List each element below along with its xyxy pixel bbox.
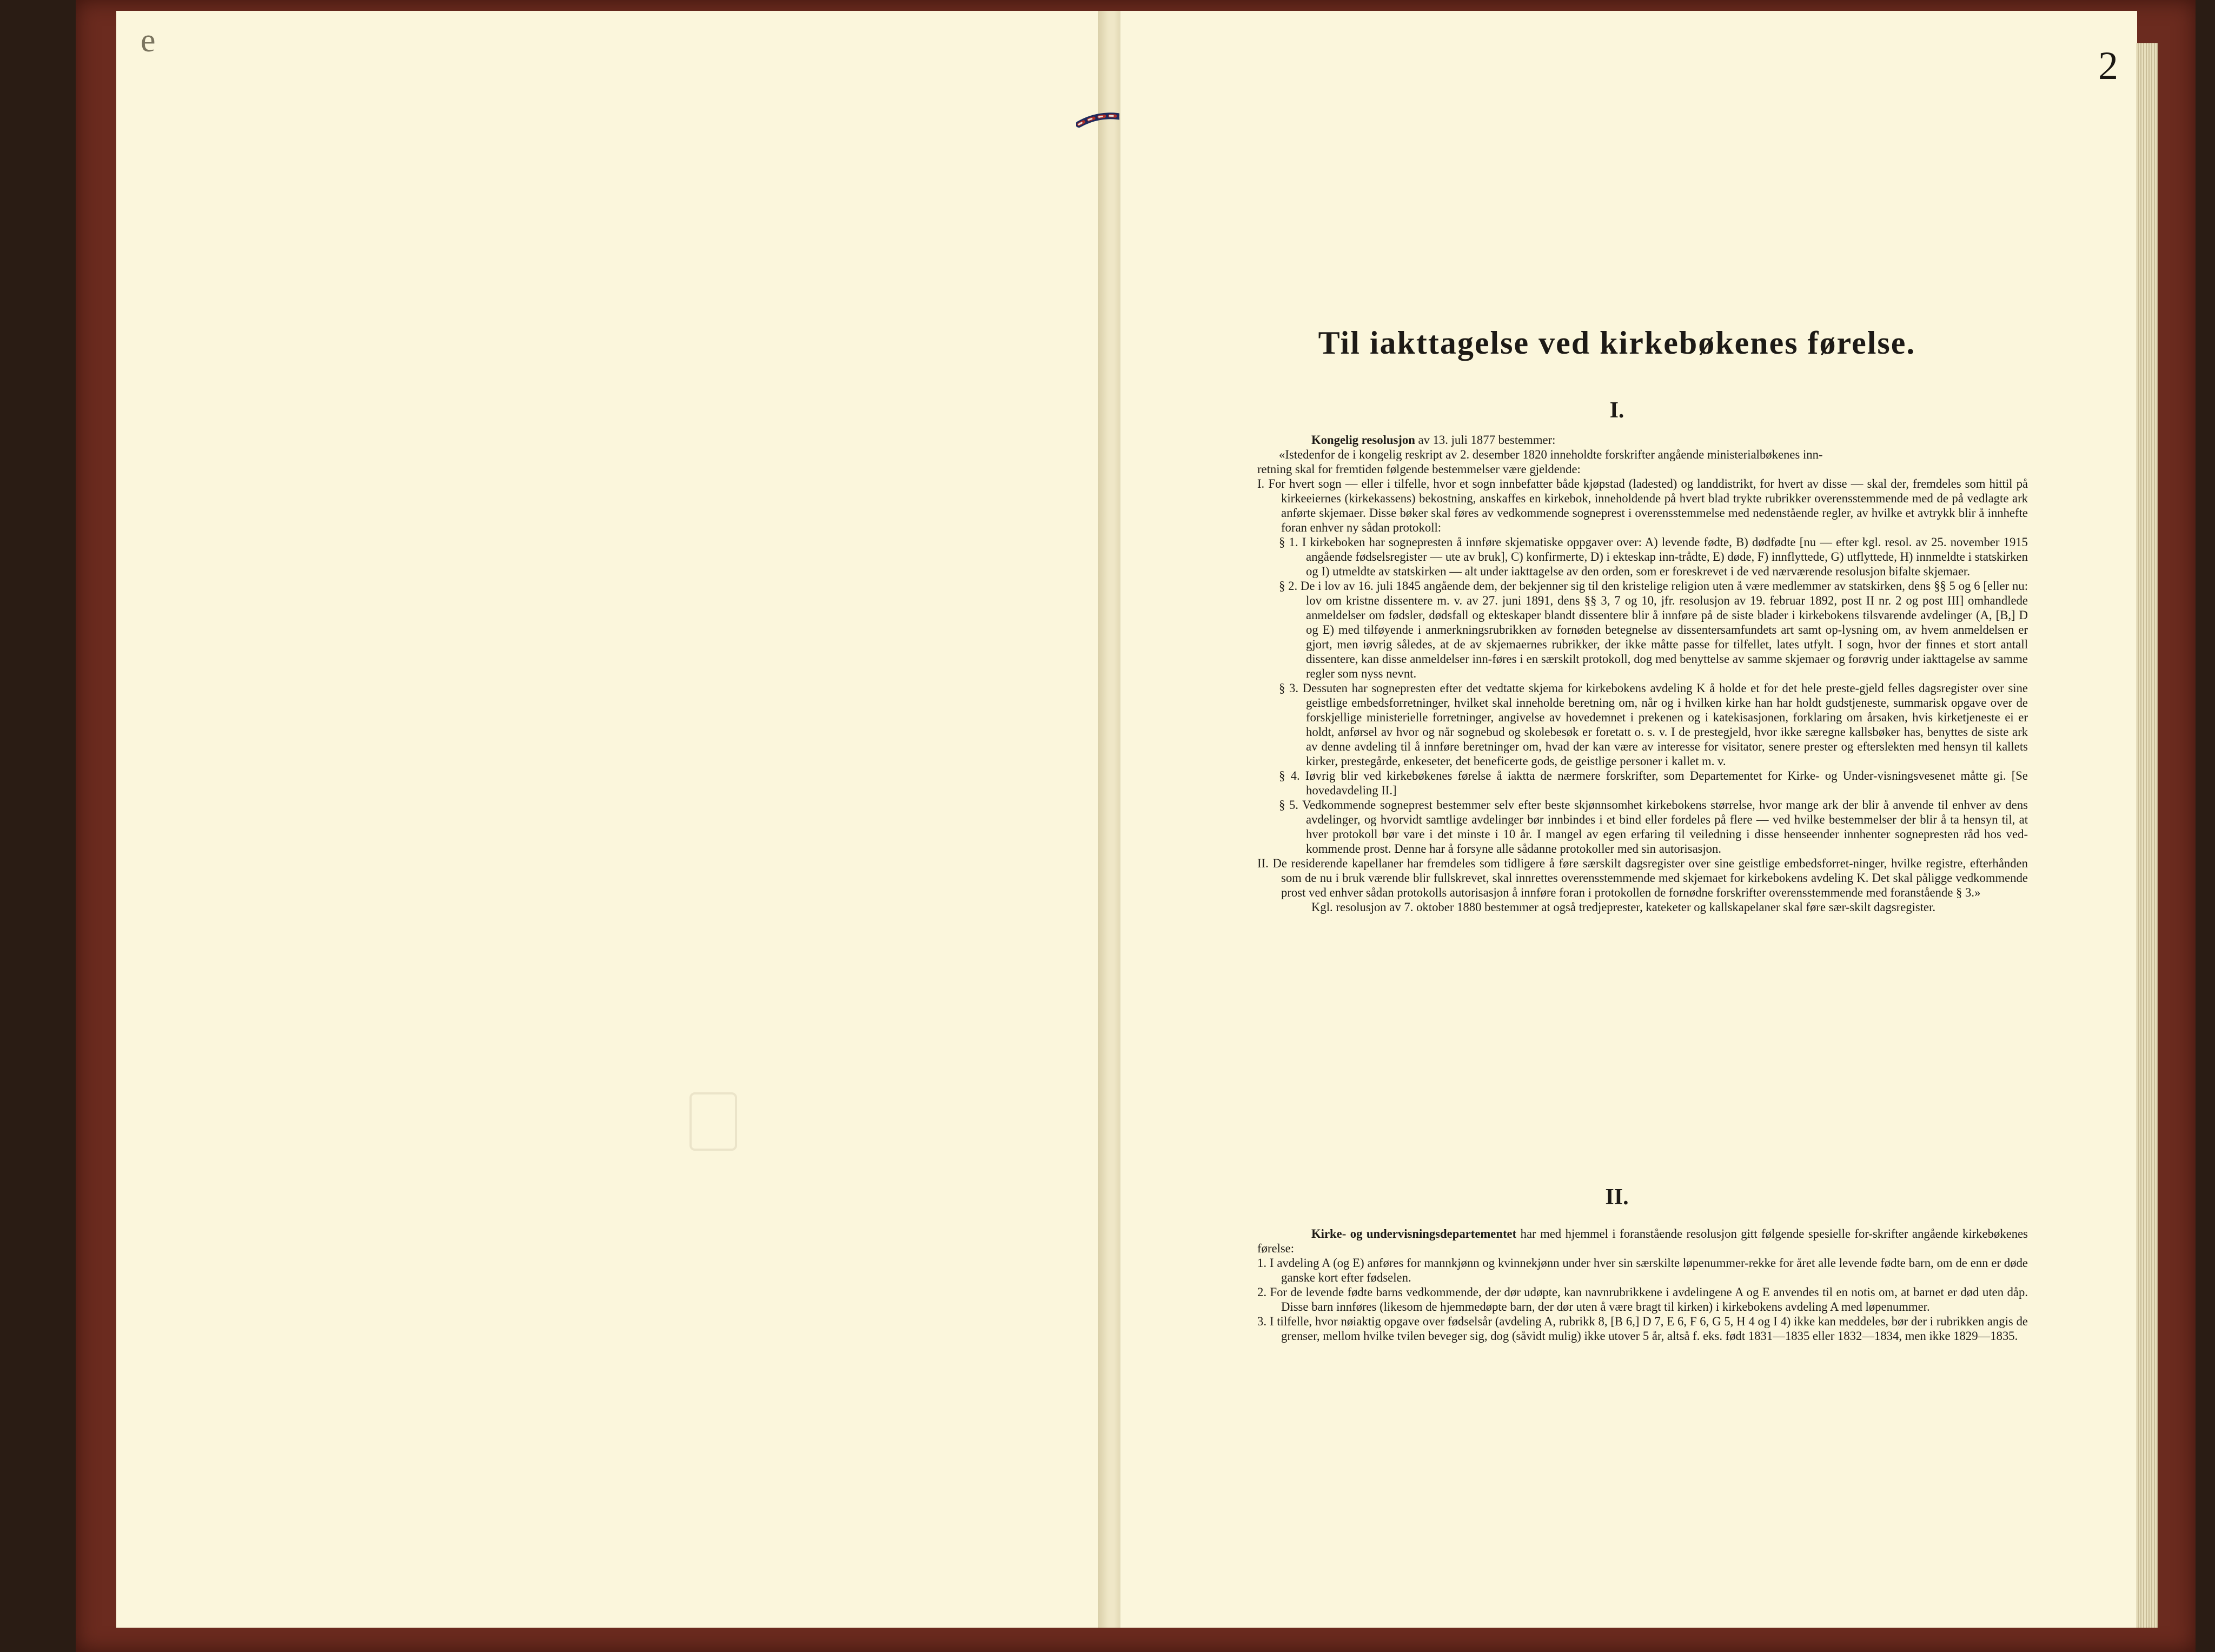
bleed-through-line — [343, 573, 352, 612]
section-heading-1: I. — [1609, 398, 1624, 423]
intro-rest: har med hjemmel i foranstående resolusjon gitt følgende spesielle for-skrifter angående kirkebøkenes førelse: — [1257, 1227, 2028, 1255]
item-II: II. De residerende kapellaner har fremdeles som tidligere å føre særskilt dagsregister over sine geistlige embedsforret-ninger, hvilke registre, efterhånden som de nu i bruk værende blir fullskrevet, skal innrettes overensstemmende med skjemaet for kirkebokens avdeling K. Det skal påligge vedkommende prost ved enhver sådan protokolls autorisasjon å innføre foran i protokollen de fornødne forskrifter overensstemmende med foranstående § 3.» — [1257, 857, 2028, 899]
document-title: Til iakttagelse ved kirkebøkenes førelse. — [1318, 325, 1916, 361]
section-2-body — [1257, 1226, 2028, 1343]
paragraph-2: § 2. De i lov av 16. juli 1845 angående dem, der bekjenner sig til den kristelige religion uten å være medlemmer av statskirken, dens §§ 5 og 6 [eller nu: lov om kristne dissentere m. v. av 27. juni 1891, dens §§ 3, 7 og 10, jfr. resolusjon av 19. februar 1892, post II nr. 2 og post III] omhandlede anmeldelser om fødsler, dødsfall og ekteskaper blandt dissentere blir å innføre på de siste blader i kirkebokens tilsvarende avdelinger (A, [B,] D og E) med tilføyende i anmerkningsrubrikken av fornøden betegnelse av dissentersamfundets art samt op-lysning om, av hvem anmeldelsen er gjort, men iøvrig således, at de av skjemaernes rubrikker, der ikke måtte passe for tilfellet, lates utfylt. I sogn, hvor der finnes et stort antall dissentere, kan disse anmeldelser inn-føres i en særskilt protokoll, dog med benyttelse av samme skjemaer og forøvrig under iakttagelse av samme regler som nyss nevnt. — [1279, 579, 2028, 680]
corner-mark: e — [141, 22, 156, 59]
paragraph-1: § 1. I kirkeboken har sognepresten å innføre skjematiske oppgaver over: A) levende fødte, B) dødfødte [nu — efter kgl. resol. av 25. november 1915 angående fødselsregister — ute av bruk], C) konfirmerte, D) i ekteskap inn-trådte, E) døde, F) innflyttede, G) utflyttede, H) innmeldte i statskirken og I) utmeldte av statskirken — alt under iakttagelse av den orden, som er foreskrevet i de ved nærværende resolusjon bifalte skjemaer. — [1279, 535, 2028, 578]
bleed-through-title — [560, 357, 586, 432]
intro-rest: av 13. juli 1877 bestemmer: — [1418, 433, 1556, 447]
left-page — [116, 11, 1104, 1628]
paragraph-3: § 3. Dessuten har sognepresten efter det vedtatte skjema for kirkebokens avdeling K å holde et for det hele preste-gjeld felles dagsregister over sine geistlige embedsforretninger, hvilket skal inneholde beretning om, når og i hvilken kirke han har holdt gudstjeneste, summarisk opgave over de forskjellige ministerielle forretninger, angivelse av hovedemnet i prekenen og i katekisasjonen, forklaring om årsaken, hvis kirketjeneste ei er holdt, anførsel av hvor og når sognebud og skolebesøk er foretatt o. s. v. I de prestegjeld, hvor ikke særegne kallsbøker has, benyttes de siste ark av denne avdeling til å innføre beretninger om, hvad der kan være av interesse for visitator, senere prester og efterslekten med hensyn til kallets kirker, prestegårde, enkeseter, det beneficerte gods, de geistlige personer i kallet m. v. — [1279, 681, 2028, 768]
quote-line: «Istedenfor de i kongelig reskript av 2. desember 1820 inneholdte forskrifter angående ministerialbøkenes inn- — [1279, 448, 1823, 461]
section-1-body — [1257, 433, 2028, 914]
bleed-through-emblem — [689, 1092, 737, 1151]
page-number: 2 — [2098, 44, 2118, 88]
rule-2: 2. For de levende fødte barns vedkommende, der dør udøpte, kan navnrubrikkene i avdelingene A og E anvendes til en notis om, at barnet er død uten dåp. Disse barn innføres (likesom de hjemmedøpte barn, der dør uten å være bragt til kirken) i kirkebokens avdeling A med løpenummer. — [1257, 1285, 2028, 1313]
bleed-through-line — [538, 687, 547, 725]
item-I: I. For hvert sogn — eller i tilfelle, hvor et sogn innbefatter både kjøpstad (ladested) og landdistrikt, for hvert av disse — skal der, fremdeles som hittil på kirkeeiernes (kirkekassens) bekostning, anskaffes en kirkebok, inneholdende på hvert blad trykte rubrikker overensstemmende med de på vedlagte ark anførte skjemaer. Disse bøker skal føres av vedkommende sogneprest i overensstemmelse med nedenstående regler, av hvilke et avtrykk blir å innhefte foran enhver ny sådan protokoll: — [1257, 477, 2028, 534]
quote-line: retning skal for fremtiden følgende bestemmelser være gjeldende: — [1257, 462, 1581, 476]
rule-3: 3. I tilfelle, hvor nøiaktig opgave over fødselsår (avdeling A, rubrikk 8, [B 6,] D 7, E 6, F 6, G 5, H 4 og I 4) ikke kan meddeles, bør der i rubrikken angis de grenser, mellom hvilke tvilen beveger sig, dog (såvidt mulig) ikke utover 5 år, altså f. eks. født 1831—1835 eller 1832—1834, men ikke 1829—1835. — [1257, 1315, 2028, 1343]
rule-1: 1. I avdeling A (og E) anføres for mannkjønn og kvinnekjønn under hver sin særskilte løpenummer-rekke for året alle levende fødte barn, om de enn er døde ganske kort efter fødselen. — [1257, 1256, 2028, 1284]
section-1-intro — [1257, 433, 2028, 447]
intro-lead: Kongelig resolusjon — [1311, 433, 1415, 447]
closing-note: Kgl. resolusjon av 7. oktober 1880 bestemmer at også tredjeprester, kateketer og kallskapelaner skal føre sær-skilt dagsregister. — [1311, 900, 1936, 914]
section-2-intro — [1257, 1226, 2028, 1256]
paragraph-4: § 4. Iøvrig blir ved kirkebøkenes førelse å iaktta de nærmere forskrifter, som Departementet for Kirke- og Under-visningsvesenet måtte gi. [Se hovedavdeling II.] — [1279, 769, 2028, 797]
paragraph-5: § 5. Vedkommende sogneprest bestemmer selv efter beste skjønnsomhet kirkebokens størrelse, hvor mange ark der blir å anvende til enhver av dens avdelinger, og hvorvidt samtlige avdelinger bør innbindes i et bind eller fordeles på flere — ved hvilke bestemmelser der blir å ta hensyn til, at hver protokoll bør vare i det minste i 10 år. I mangel av egen erfaring til veiledning i disse henseender innhenter sognepresten råd hos ved-kommende prost. Denne har å forsyne alle sådanne protokoller med sin autorisasjon. — [1279, 798, 2028, 855]
section-heading-2: II. — [1605, 1185, 1629, 1210]
intro-lead: Kirke- og undervisningsdepartementet — [1311, 1227, 1517, 1240]
page-edges — [2136, 43, 2158, 1628]
